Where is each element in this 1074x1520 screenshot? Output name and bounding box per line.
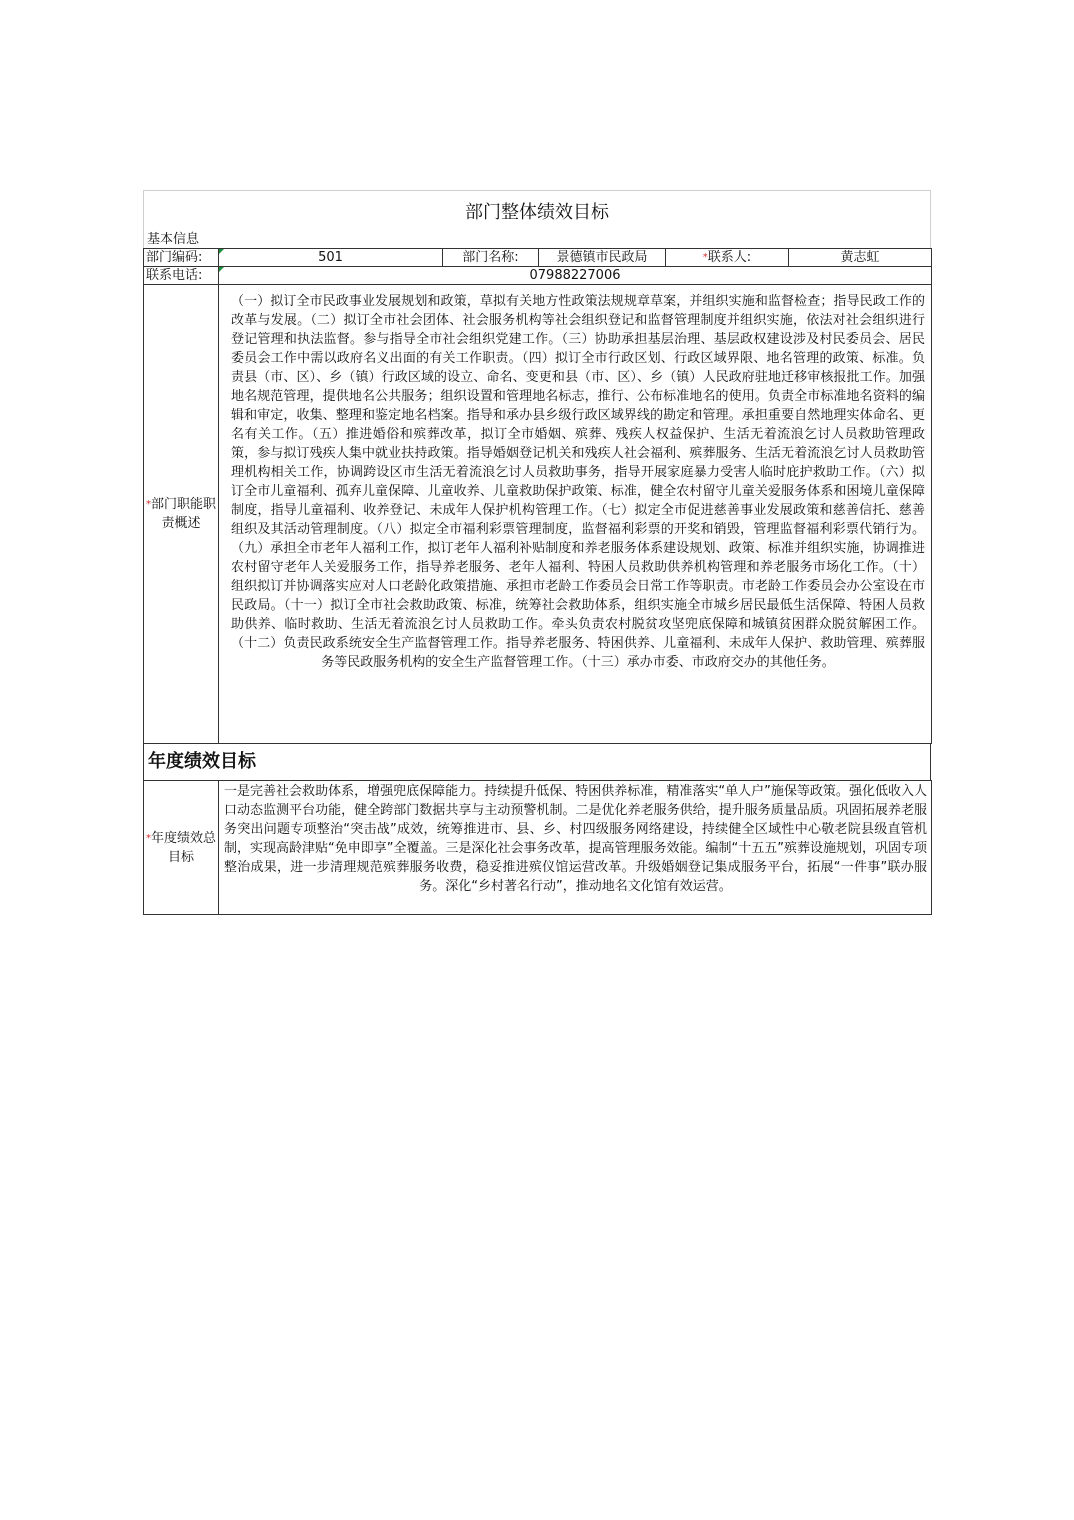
contact-label-cell	[666, 249, 789, 267]
phone-label: 联系电话:	[144, 267, 219, 285]
required-mark: *	[145, 832, 151, 844]
dept-code-value[interactable]: 501	[219, 249, 443, 267]
dept-name-value[interactable]: 景德镇市民政局	[539, 249, 666, 267]
annual-goals-table	[143, 780, 932, 915]
performance-goal-form	[143, 190, 931, 915]
annual-goals-heading: 年度绩效目标	[143, 744, 931, 780]
contact-label: 联系人:	[707, 250, 752, 265]
annual-goal-text[interactable]: 一是完善社会救助体系，增强兜底保障能力。持续提升低保、特困供养标准，精准落实“单人户”施保等政策。强化低收入人口动态监测平台功能，健全跨部门数据共享与主动预警机制。二是优化养老服务供给，提升服务质量品质。巩固拓展养老服务突出问题专项整治“突击战”成效，统筹推进市、县、乡、村四级服务网络建设，持续健全区域性中心敬老院县级直管机制，实现高龄津贴“免申即享”全覆盖。三是深化社会事务改革，提高管理服务效能。编制“十五五”殡葬设施规划，巩固专项整治成果，进一步清理规范殡葬服务收费，稳妥推进殡仪馆运营改革。升级婚姻登记集成服务平台，拓展“一件事”联办服务。深化“乡村著名行动”，推动地名文化馆有效运营。	[219, 781, 932, 915]
dept-name-label: 部门名称:	[443, 249, 539, 267]
form-title: 部门整体绩效目标	[143, 190, 931, 231]
dept-code-label: 部门编码:	[144, 249, 219, 267]
annual-goal-label-cell	[144, 781, 219, 915]
annual-goal-label: 年度绩效总目标	[150, 830, 216, 865]
basic-info-table	[143, 248, 932, 744]
duties-text[interactable]: （一）拟订全市民政事业发展规划和政策，草拟有关地方性政策法规规章草案，并组织实施和监督检查；指导民政工作的改革与发展。（二）拟订全市社会团体、社会服务机构等社会组织登记和监督管理制度并组织实施，依法对社会组织进行登记管理和执法监督。参与指导全市社会组织党建工作。（三）协助承担基层治理、基层政权建设涉及村民委员会、居民委员会工作中需以政府名义出面的有关工作职责。（四）拟订全市行政区划、行政区域界限、地名管理的政策、标准。负责县（市、区）、乡（镇）行政区域的设立、命名、变更和县（市、区）、乡（镇）人民政府驻地迁移审核报批工作。加强地名规范管理，提供地名公共服务；组织设置和管理地名标志，推行、公布标准地名的使用。负责全市标准地名资料的编辑和审定，收集、整理和鉴定地名档案。指导和承办县乡级行政区域界线的勘定和管理。承担重要自然地理实体命名、更名有关工作。（五）推进婚俗和殡葬改革，拟订全市婚姻、殡葬、残疾人权益保护、生活无着流浪乞讨人员救助管理政策，参与拟订残疾人集中就业扶持政策。指导婚姻登记机关和残疾人社会福利、殡葬服务、生活无着流浪乞讨人员救助管理机构相关工作，协调跨设区市生活无着流浪乞讨人员救助事务，指导开展家庭暴力受害人临时庇护救助工作。（六）拟订全市儿童福利、孤弃儿童保障、儿童收养、儿童救助保护政策、标准，健全农村留守儿童关爱服务体系和困境儿童保障制度，指导儿童福利、收养登记、未成年人保护机构管理工作。（七）拟定全市促进慈善事业发展政策和慈善信托、慈善组织及其活动管理制度。（八）拟定全市福利彩票管理制度，监督福利彩票的开奖和销毁，管理监督福利彩票代销行为。（九）承担全市老年人福利工作，拟订老年人福利补贴制度和养老服务体系建设规划、政策、标准并组织实施，协调推进农村留守老年人关爱服务工作，指导养老服务、老年人福利、特困人员救助供养机构管理和养老服务市场化工作。（十）组织拟订并协调落实应对人口老龄化政策措施、承担市老龄工作委员会日常工作等职责。市老龄工作委员会办公室设在市民政局。（十一）拟订全市社会救助政策、标准，统筹社会救助体系，组织实施全市城乡居民最低生活保障、特困人员救助供养、临时救助、生活无着流浪乞讨人员救助工作。牵头负责农村脱贫攻坚兜底保障和城镇贫困群众脱贫解困工作。（十二）负责民政系统安全生产监督管理工作。指导养老服务、特困供养、儿童福利、未成年人保护、救助管理、殡葬服务等民政服务机构的安全生产监督管理工作。（十三）承办市委、市政府交办的其他任务。	[219, 285, 932, 744]
contact-name-value[interactable]: 黄志虹	[789, 249, 932, 267]
basic-info-label: 基本信息	[143, 231, 931, 248]
duties-label: 部门职能职责概述	[150, 497, 216, 531]
required-mark: *	[702, 252, 708, 263]
required-mark: *	[145, 499, 151, 510]
phone-value[interactable]: 07988227006	[219, 267, 932, 285]
duties-label-cell	[144, 285, 219, 744]
